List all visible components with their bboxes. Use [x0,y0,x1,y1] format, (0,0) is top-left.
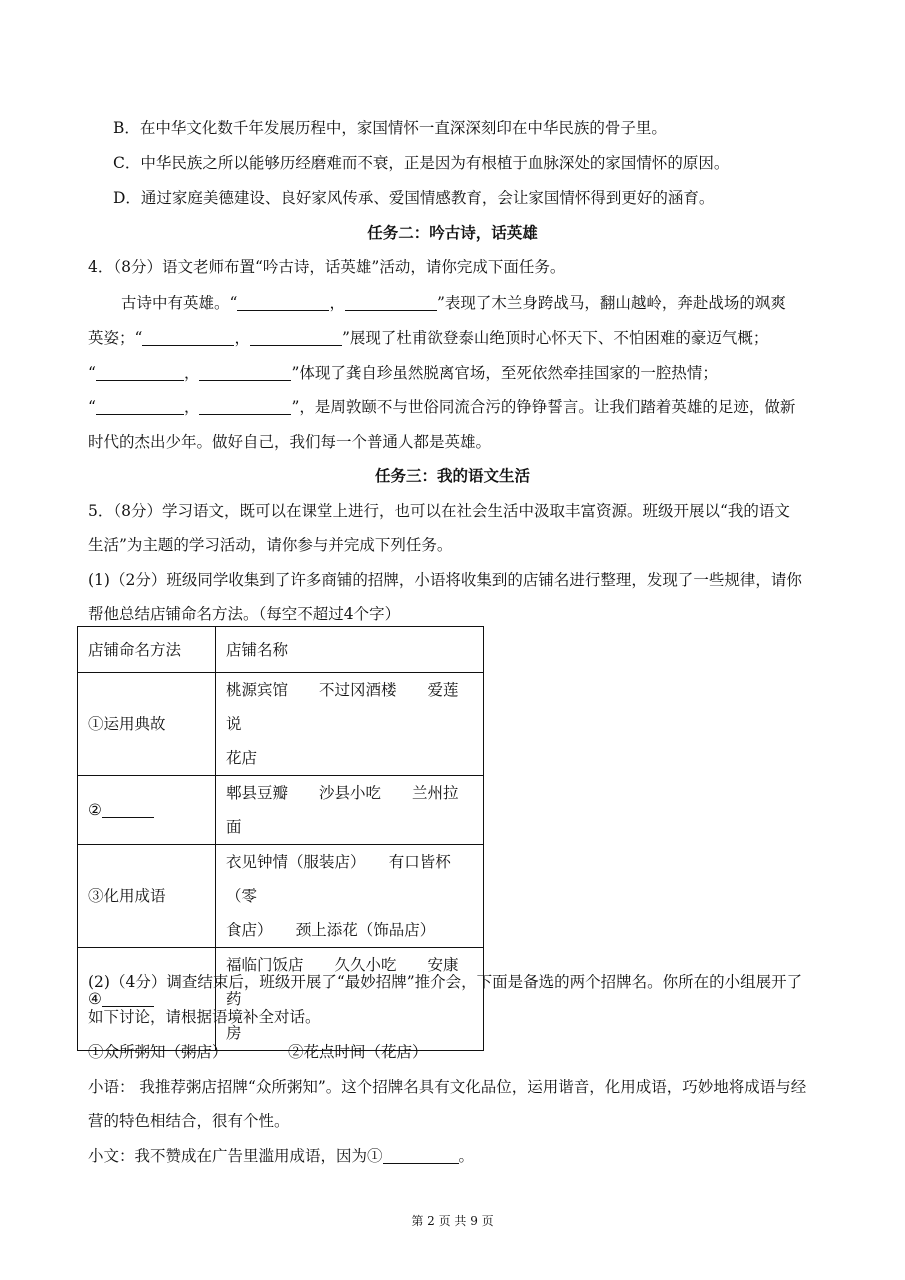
candidate-1: ①众所粥知（粥店） [88,1043,228,1061]
page-footer: 第 2 页 共 9 页 [411,1214,494,1228]
sub2-line2: 如下讨论，请根据语境补全对话。 [88,1008,321,1026]
text: ， [329,294,345,312]
xiaoyu-line2: 营的特色相结合，很有个性。 [88,1112,290,1130]
text: “ [88,364,96,382]
names-cell [216,948,484,1051]
text: ， [183,398,200,416]
q4-stem: 4．（8分）语文老师布置“吟古诗，话英雄”活动，请你完成下面任务。 [88,258,566,276]
table-row [78,673,484,776]
q4-para-line2 [88,327,768,349]
q5-stem-line2: 生活”为主题的学习活动，请你参与并完成下列任务。 [88,536,453,554]
names-cell [216,673,484,776]
names-line: 房 [226,1024,242,1042]
candidate-2: ②花点时间（花店） [288,1043,428,1061]
text: ”表现了木兰身跨战马，翻山越岭，奔赴战场的飒爽 [436,294,786,312]
fill-blank[interactable] [199,398,291,415]
table-header-row [78,627,484,673]
xiaowen-line [88,1145,474,1167]
names-cell [216,776,484,845]
sub1-line1: (1)（2分）班级同学收集到了许多商铺的招牌，小语将收集到的店铺名进行整理，发现了一些规律，请你 [88,571,802,589]
q4-para-line3 [88,362,718,384]
text: “ [88,398,96,416]
names-line: 桃源宾馆 不过冈酒楼 爱莲说 [226,681,459,733]
table-row [78,776,484,845]
task2-title: 任务二：吟古诗，话英雄 [367,223,538,242]
method-cell: ③化用成语 [78,845,216,948]
text: ”体现了龚自珍虽然脱离官场，至死依然牵挂国家的一腔热情； [291,364,718,382]
sub1-line2: 帮他总结店铺命名方法。（每空不超过4个字） [88,605,401,623]
names-line: 花店 [226,749,258,767]
names-line: 福临门饭店 久久小吃 安康药 [226,956,459,1008]
sub2-line1: (2)（4分）调查结束后，班级开展了“最妙招牌”推介会，下面是备选的两个招牌名。你所在的小组展开了 [88,973,803,991]
names-line: 郫县豆瓣 沙县小吃 兰州拉面 [226,784,459,836]
names-cell [216,845,484,948]
header-names: 店铺名称 [216,627,484,673]
fill-blank[interactable] [96,364,184,381]
method-cell [78,776,216,845]
method-label: ④ [88,990,102,1008]
text: 英姿；“ [88,329,143,347]
text: 小文：我不赞成在广告里滥用成语，因为① [88,1147,383,1165]
option-d: D．通过家庭美德建设、良好家风传承、爱国情感教育，会让家国情怀得到更好的涵育。 [113,189,715,207]
fill-blank[interactable] [345,294,437,311]
fill-blank[interactable] [102,801,154,818]
option-b: B．在中华文化数千年发展历程中，家国情怀一直深深刻印在中华民族的骨子里。 [113,119,667,137]
fill-blank[interactable] [199,364,291,381]
fill-blank[interactable] [142,329,234,346]
fill-blank[interactable] [383,1147,459,1164]
option-c: C．中华民族之所以能够历经磨难而不衰，正是因为有根植于血脉深处的家国情怀的原因。 [113,154,730,172]
q4-para-line5: 时代的杰出少年。做好自己，我们每一个普通人都是英雄。 [88,433,492,451]
q4-para-line1 [121,292,786,314]
names-line: 衣见钟情（服装店） 有口皆杯（零 [226,853,451,905]
names-line: 食店） 颈上添花（饰品店） [226,921,436,939]
fill-blank[interactable] [237,294,329,311]
method-label: ② [88,801,102,819]
fill-blank[interactable] [250,329,342,346]
q5-stem-line1: 5．（8分）学习语文，既可以在课堂上进行，也可以在社会生活中汲取丰富资源。班级开展以“我的语文 [88,502,790,520]
task3-title: 任务三：我的语文生活 [374,466,530,485]
text: ， [183,364,200,382]
text: ”展现了杜甫欲登泰山绝顶时心怀天下、不怕困难的豪迈气概； [341,329,769,347]
table-row [78,845,484,948]
method-cell: ①运用典故 [78,673,216,776]
text: ”，是周敦颐不与世俗同流合污的铮铮誓言。让我们踏着英雄的足迹，做新 [291,398,796,416]
text: ， [234,329,250,347]
method-cell [78,948,216,1051]
table-row [78,948,484,1051]
fill-blank[interactable] [96,398,184,415]
text: 。 [458,1147,475,1165]
q4-para-line4 [88,396,795,418]
text: 古诗中有英雄。“ [121,294,238,312]
xiaoyu-line1: 小语： 我推荐粥店招牌“众所粥知”。这个招牌名具有文化品位，运用谐音，化用成语，巧妙地将成语与经 [88,1078,807,1096]
header-method: 店铺命名方法 [78,627,216,673]
